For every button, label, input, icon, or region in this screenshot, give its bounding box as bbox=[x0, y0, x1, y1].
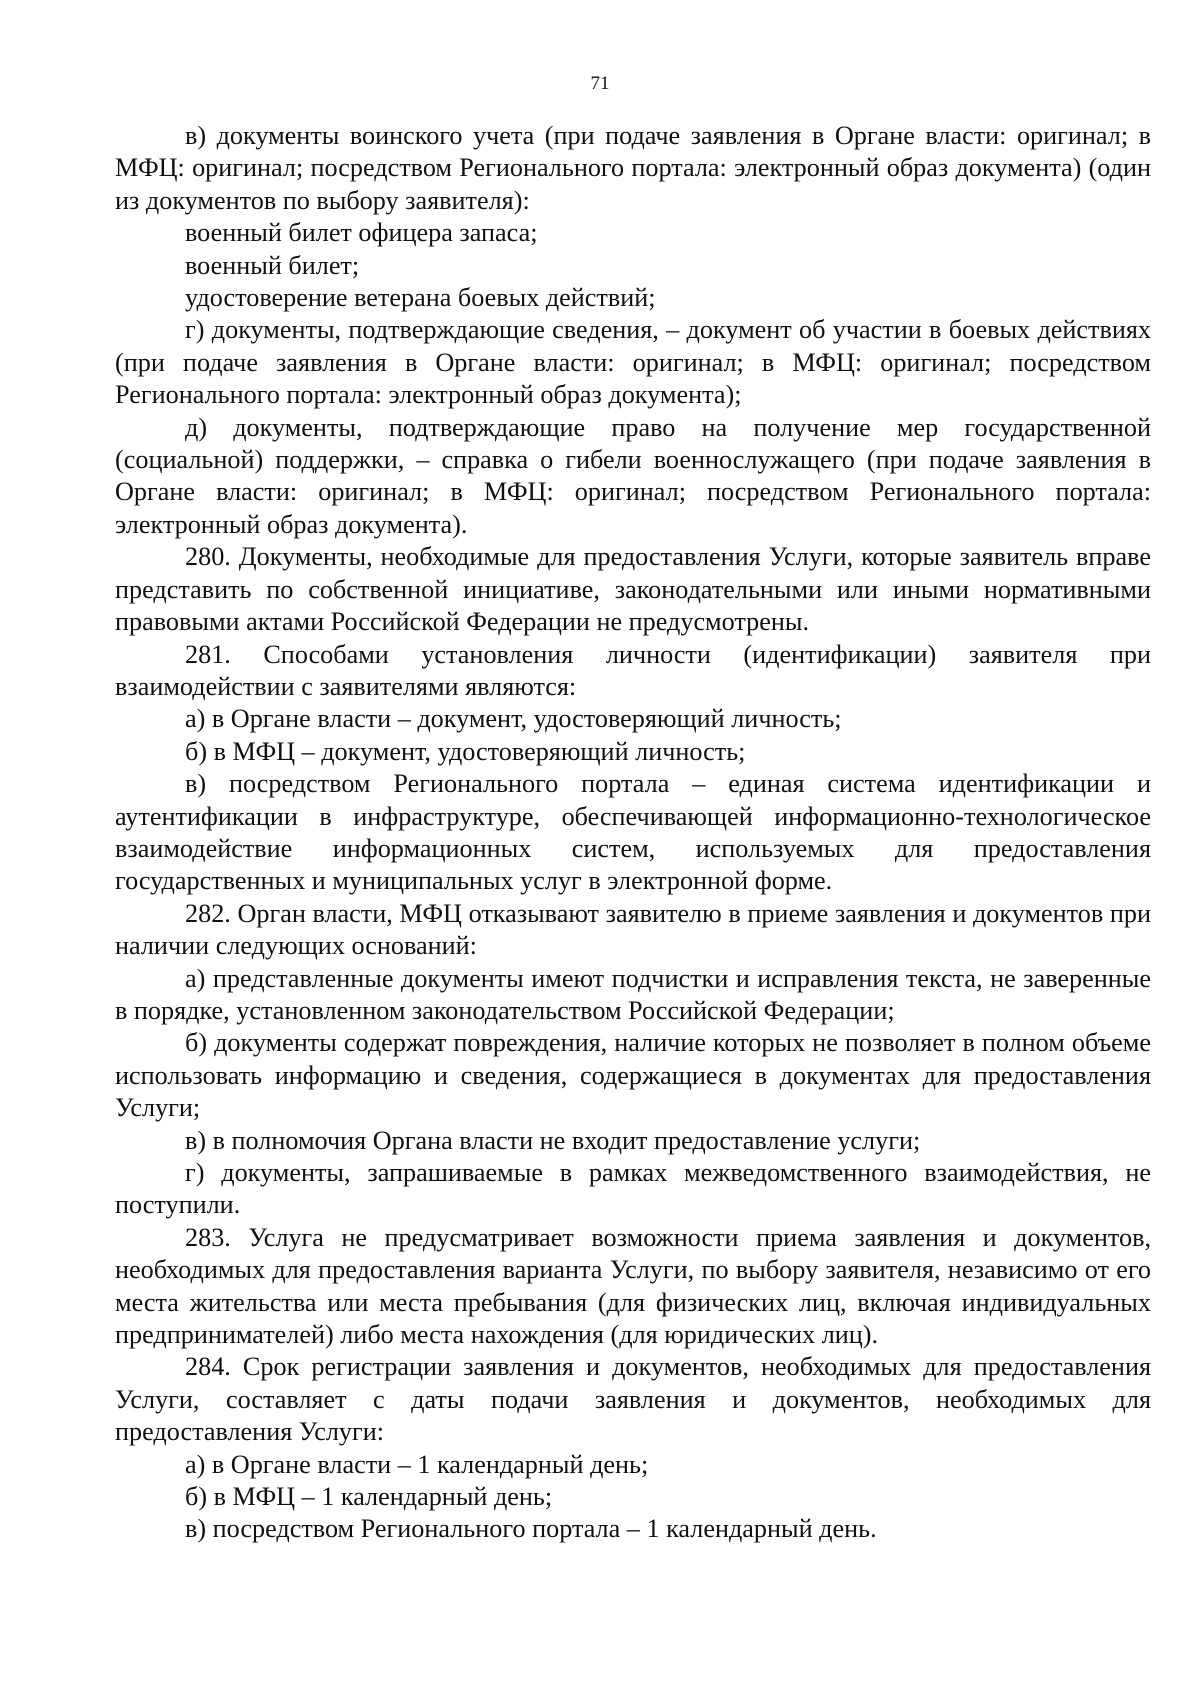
clause-280: 280. Документы, необходимые для предоставления Услуги, которые заявитель вправе представить по собственной инициативе, законодательными или иными нормативными правовыми актами Российской Федерации не предусмотрены. bbox=[115, 542, 1151, 637]
clause-281-v: в) посредством Регионального портала – единая система идентификации и аутентификации в инфраструктуре, обеспечивающей информационно-технологическое взаимодействие информационных систем, используемых для предоставления государственных и муниципальных услуг в электронной форме. bbox=[115, 769, 1151, 896]
list-item-veteran-certificate: удостоверение ветерана боевых действий; bbox=[185, 283, 656, 313]
paragraph-d-support-docs: д) документы, подтверждающие право на получение мер государственной (социальной) поддержки, – справка о гибели военнослужащего (при подаче заявления в Органе власти: оригинал; в МФЦ: оригинал; посредством Регионального портала: электронный образ документа). bbox=[115, 412, 1151, 539]
list-item-military-id: военный билет; bbox=[185, 250, 360, 280]
list-item-reserve-officer-id: военный билет офицера запаса; bbox=[185, 218, 538, 248]
clause-281: 281. Способами установления личности (идентификации) заявителя при взаимодействии с заявителями являются: bbox=[115, 639, 1151, 701]
clause-281-b: б) в МФЦ – документ, удостоверяющий личность; bbox=[185, 736, 746, 766]
paragraph-v-military-docs: в) документы воинского учета (при подаче заявления в Органе власти: оригинал; в МФЦ: оригинал; посредством Регионального портала: электронный образ документа) (один из документов по выбору заявителя): bbox=[115, 121, 1151, 215]
clause-282-g: г) документы, запрашиваемые в рамках межведомственного взаимодействия, не поступили. bbox=[115, 1158, 1151, 1220]
page-number: 71 bbox=[590, 73, 610, 94]
clause-283: 283. Услуга не предусматривает возможности приема заявления и документов, необходимых для предоставления варианта Услуги, по выбору заявителя, независимо от его места жительства или места пребывания (для физических лиц, включая индивидуальных предпринимателей) либо места нахождения (для юридических лиц). bbox=[115, 1222, 1151, 1350]
clause-282-v: в) в полномочия Органа власти не входит предоставление услуги; bbox=[185, 1125, 921, 1155]
clause-282-a: а) представленные документы имеют подчистки и исправления текста, не заверенные в порядке, установленном законодательством Российской Федерации; bbox=[115, 963, 1151, 1025]
clause-284-v: в) посредством Регионального портала – 1 календарный день. bbox=[185, 1514, 877, 1544]
clause-284-b: б) в МФЦ – 1 календарный день; bbox=[185, 1482, 553, 1512]
clause-282-b: б) документы содержат повреждения, наличие которых не позволяет в полном объеме использовать информацию и сведения, содержащиеся в документах для предоставления Услуги; bbox=[115, 1028, 1151, 1123]
document-body bbox=[115, 120, 1151, 1546]
clause-284: 284. Срок регистрации заявления и документов, необходимых для предоставления Услуги, составляет с даты подачи заявления и документов, необходимых для предоставления Услуги: bbox=[115, 1352, 1151, 1447]
paragraph-g-combat-docs: г) документы, подтверждающие сведения, – документ об участии в боевых действиях (при подаче заявления в Органе власти: оригинал; в МФЦ: оригинал; посредством Регионального портала: электронный образ документа); bbox=[115, 315, 1151, 410]
clause-282: 282. Орган власти, МФЦ отказывают заявителю в приеме заявления и документов при наличии следующих оснований: bbox=[115, 898, 1151, 961]
clause-284-a: а) в Органе власти – 1 календарный день; bbox=[185, 1449, 649, 1479]
clause-281-a: а) в Органе власти – документ, удостоверяющий личность; bbox=[185, 704, 842, 734]
